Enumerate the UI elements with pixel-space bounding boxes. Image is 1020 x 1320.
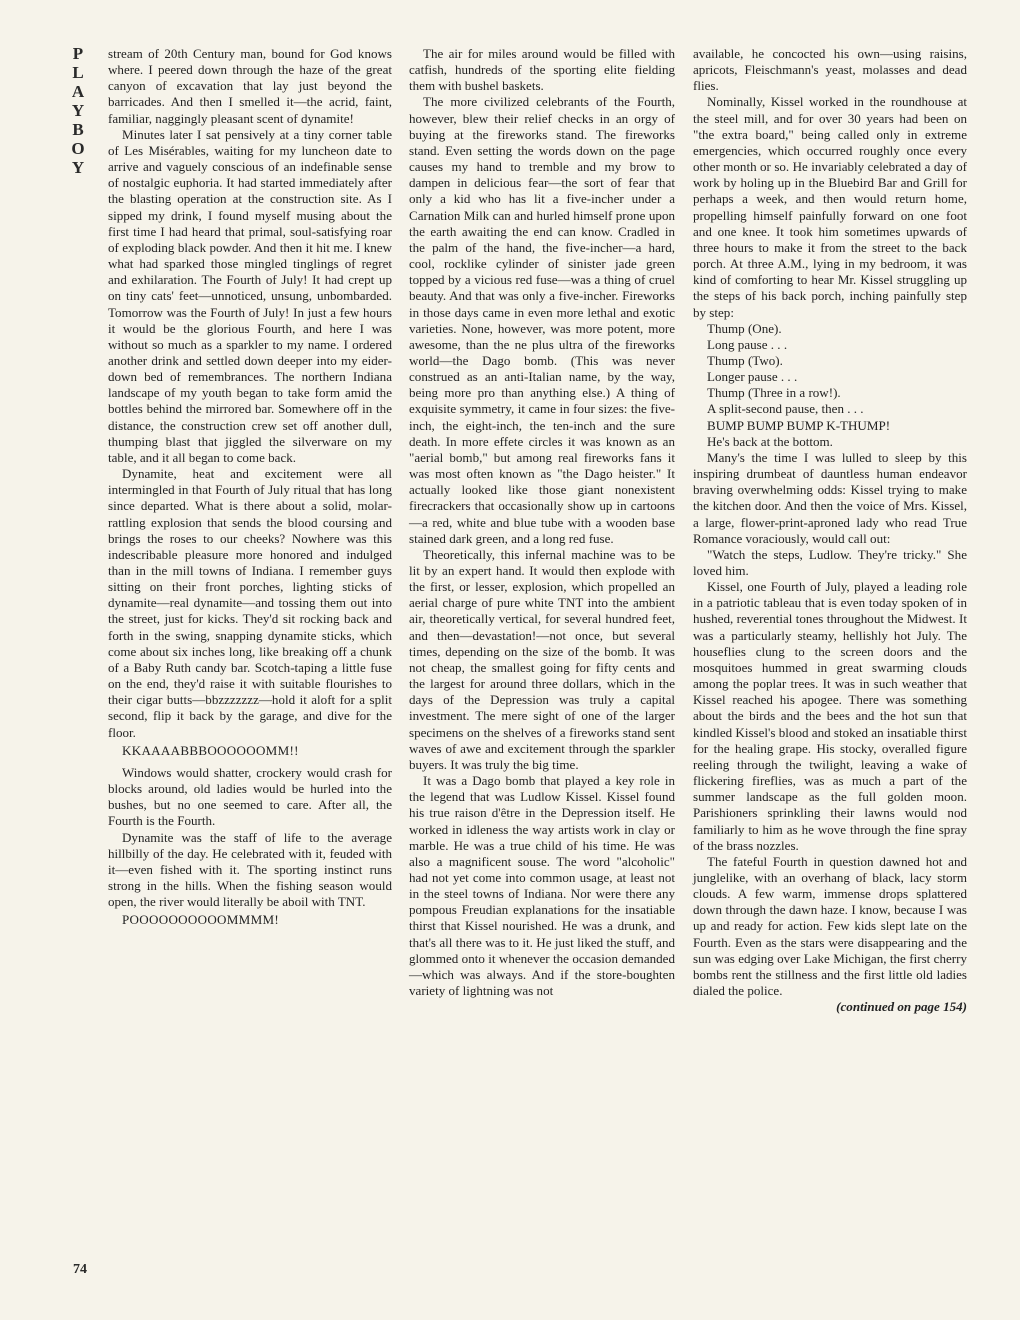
verse-line: Thump (Three in a row!). xyxy=(707,385,841,401)
masthead-letter: Y xyxy=(71,101,85,120)
paragraph: Kissel, one Fourth of July, played a leading role in a patriotic tableau that is even today spoken of in hushed, reverential tones throughout the Midwest. It was a particularly steamy, hellishly hot July. The houseflies clung to the screen doors and the mosquitoes hummed in great swarming clouds among the poplar trees. It was in such weather that Kissel reached his apogee. There was something about the birds and the bees and the hot sun that kindled Kissel's blood and stoked an insatiable thirst for the healing grape. His stocky, overalled figure reeling through the twilight, leaving a wake of flickering fireflies, was as much a part of the summer landscape as the full golden moon. Parishioners sprinkling their lawns would nod familiarly to him as he wove through the fine spray of the brass nozzles. xyxy=(693,579,967,853)
paragraph: The air for miles around would be filled with catfish, hundreds of the sporting elite fielding them with bushel baskets. xyxy=(409,46,675,94)
verse-line: Thump (Two). xyxy=(707,352,783,368)
verse-line: Long pause . . . xyxy=(707,336,788,352)
masthead-letter: O xyxy=(71,139,85,158)
paragraph: Minutes later I sat pensively at a tiny corner table of Les Misérables, waiting for my luncheon date to arrive and vaguely conscious of an indefinable sense of nostalgic euphoria. It had started immediately after the blasting operation at the construction site. As I sipped my drink, I found myself musing about the first time I had heard that primal, soul-satisfying roar of exploding black powder. And then it hit me. I knew what had sparked those mingled tinglings of regret and exhilaration. The Fourth of July! It had crept up on tiny cats' feet—unnoticed, unsung, unbombarded. Tomorrow was the Fourth of July! In just a few hours it would be the glorious Fourth, and here I was without so much as a sparkler to my name. I ordered another drink and settled down deeper into my eider-down bed of remembrances. The northern Indiana landscape of my youth began to take form amid the bottles behind the mirrored bar. Somewhere off in the distance, the construction crew set off another dull, thumping blast that jiggled the silverware on my table, and it all began to come back. xyxy=(108,126,392,465)
paragraph: "Watch the steps, Ludlow. They're tricky." She loved him. xyxy=(693,546,967,578)
verse-line: He's back at the bottom. xyxy=(707,433,833,449)
paragraph: stream of 20th Century man, bound for God knows where. I peered down through the haze of the great canyon of excavation that lay just beyond the barricades. And then I smelled it—the acrid, faint, familiar, naggingly pleasant scent of dynamite! xyxy=(108,46,392,126)
paragraph: The more civilized celebrants of the Fourth, however, blew their relief checks in an orgy of buying at the fireworks stand. The fireworks stand. Even setting the words down on the page causes my hand to tremble and my brow to dampen in delicious fear—the sort of fear that only a kid who has lit a five-incher under a Carnation Milk can and hurled himself prone upon the earth awaiting the end can know. Cradled in the palm of the hand, the five-incher—a hard, cool, rocklike cylinder of sinister jade green topped by a vicious red fuse—was a thing of cruel beauty. And that was only a five-incher. Fireworks in those days came in even more lethal and exotic varieties. None, however, was more potent, more awesome, than the ne plus ultra of the fireworks world—the Dago bomb. (This was never construed as an anti-Italian name, by the way, being more pro than anything else.) A thing of exquisite symmetry, it came in four sizes: the five-inch, the eight-inch, the ten-inch and the sure death. In more effete circles it was known as an "aerial bomb," but among real fireworks fans it was most often known as "the Dago heister." It actually looked like those giant nonexistent firecrackers that occasionally show up in cartoons—a red, white and blue tube with a wooden base stained dark green, and a long red fuse. xyxy=(409,94,675,546)
verse-line: Longer pause . . . xyxy=(707,369,798,385)
masthead-letter: B xyxy=(72,120,84,139)
paragraph: The fateful Fourth in question dawned hot and junglelike, with an overhang of black, lacy storm clouds. A few warm, immense drops splattered down through the dawn haze. I know, because I was up and ready for action. Few kids slept late on the Fourth. Even as the stars were disappearing and the sun was edging over Lake Michigan, the first cherry bombs rent the stillness and the first little old ladies dialed the police. xyxy=(693,853,967,999)
paragraph: Dynamite, heat and excitement were all intermingled in that Fourth of July ritual that has long since departed. What is there about a solid, molar-rattling explosion that sends the blood coursing and brings the roses to our cheeks? Nowhere was this indescribable pleasure more honored and indulged than in the mill towns of Indiana. I remember guys sitting on their front porches, lighting sticks of dynamite—real dynamite—and tossing them out into the street, just for kicks. They'd sit rocking back and forth in the swing, snapping dynamite sticks, which come about six inches long, like breaking off a chunk of a Baby Ruth candy bar. Scotch-taping a little fuse on the end, they'd raise it with suitable flourishes to their cigar butts—bbzzzzzzz—hold it aloft for a split second, flip it back by the garage, and dive for the floor. xyxy=(108,466,392,740)
verse-line: A split-second pause, then . . . xyxy=(707,401,864,417)
text-column-2 xyxy=(409,46,675,999)
text-column-3 xyxy=(693,46,967,1015)
paragraph: Many's the time I was lulled to sleep by this inspiring drumbeat of dauntless human endeavor braving overwhelming odds: Kissel trying to make the kitchen door. And then the voice of Mrs. Kissel, a large, flower-print-aproned lady who read True Romance voraciously, would call out: xyxy=(693,449,967,546)
masthead-letter: A xyxy=(71,82,85,101)
sound-effect: POOOOOOOOOOMMMM! xyxy=(122,912,280,928)
paragraph: Theoretically, this infernal machine was to be lit by an expert hand. It would then explode with the first, or lesser, explosion, which propelled an aerial charge of pure white TNT into the ambient air, theoretically vertical, for several hundred feet, and then—devastation!—not once, but several times, depending on the size of the bomb. It was not cheap, the smallest going for fifty cents and the largest for around three dollars, which in the days of the Depression was truly a capital investment. The mere sight of one of the larger specimens on the shelves of a fireworks stand sent waves of awe and excitement through the sparkler buyers. It was truly the big time. xyxy=(409,546,675,772)
paragraph: It was a Dago bomb that played a key role in the legend that was Ludlow Kissel. Kissel found his true raison d'être in the Depression itself. He worked in idleness the way artists work in clay or marble. He was a true child of his time. He was also a magnificent souse. The word "alcoholic" had not yet come into common usage, at least not in the steel towns of Indiana. Nor were there any pompous Freudian explanations for the insatiable thirst that Kissel nourished. He was a drunk, and that's all there was to it. He just liked the stuff, and glommed onto it whenever the occasion demanded—which was always. And if the store-boughten variety of lightning was not xyxy=(409,773,675,999)
masthead-letter: Y xyxy=(71,158,85,177)
paragraph: Windows would shatter, crockery would crash for blocks around, old ladies would be hurled into the bushes, but no one seemed to care. After all, the Fourth is the Fourth. xyxy=(108,764,392,829)
verse-line: Thump (One). xyxy=(707,320,782,336)
page-number: 74 xyxy=(73,1262,87,1277)
masthead-letter: P xyxy=(72,44,84,63)
magazine-masthead xyxy=(58,44,98,177)
text-column-1 xyxy=(108,46,392,934)
verse-line: BUMP BUMP BUMP K-THUMP! xyxy=(707,417,891,433)
paragraph: Nominally, Kissel worked in the roundhouse at the steel mill, and for over 30 years had been on "the extra board," being called only in extreme emergencies, which occurred roughly once every other month or so. He invariably celebrated a day of work by holing up in the Bluebird Bar and Grill for perhaps a week, and then would return home, propelling himself painfully forward on one foot and one knee. It took him sometimes upwards of three hours to make it from the street to the back porch. At three A.M., lying in my bedroom, it was kind of comforting to hear Mr. Kissel struggling up the steps of his back porch, inching painfully step by step: xyxy=(693,94,967,320)
paragraph: Dynamite was the staff of life to the average hillbilly of the day. He celebrated with it, feuded with it—even fished with it. The sporting instinct runs strong in the hills. When the fishing season would open, the river would literally be aboil with TNT. xyxy=(108,829,392,910)
continuation-note: (continued on page 154) xyxy=(836,999,967,1015)
masthead-letter: L xyxy=(72,63,84,82)
sound-effect: KKAAAABBBOOOOOOMM!! xyxy=(122,742,299,758)
paragraph: available, he concocted his own—using raisins, apricots, Fleischmann's yeast, molasses and dead flies. xyxy=(693,46,967,94)
